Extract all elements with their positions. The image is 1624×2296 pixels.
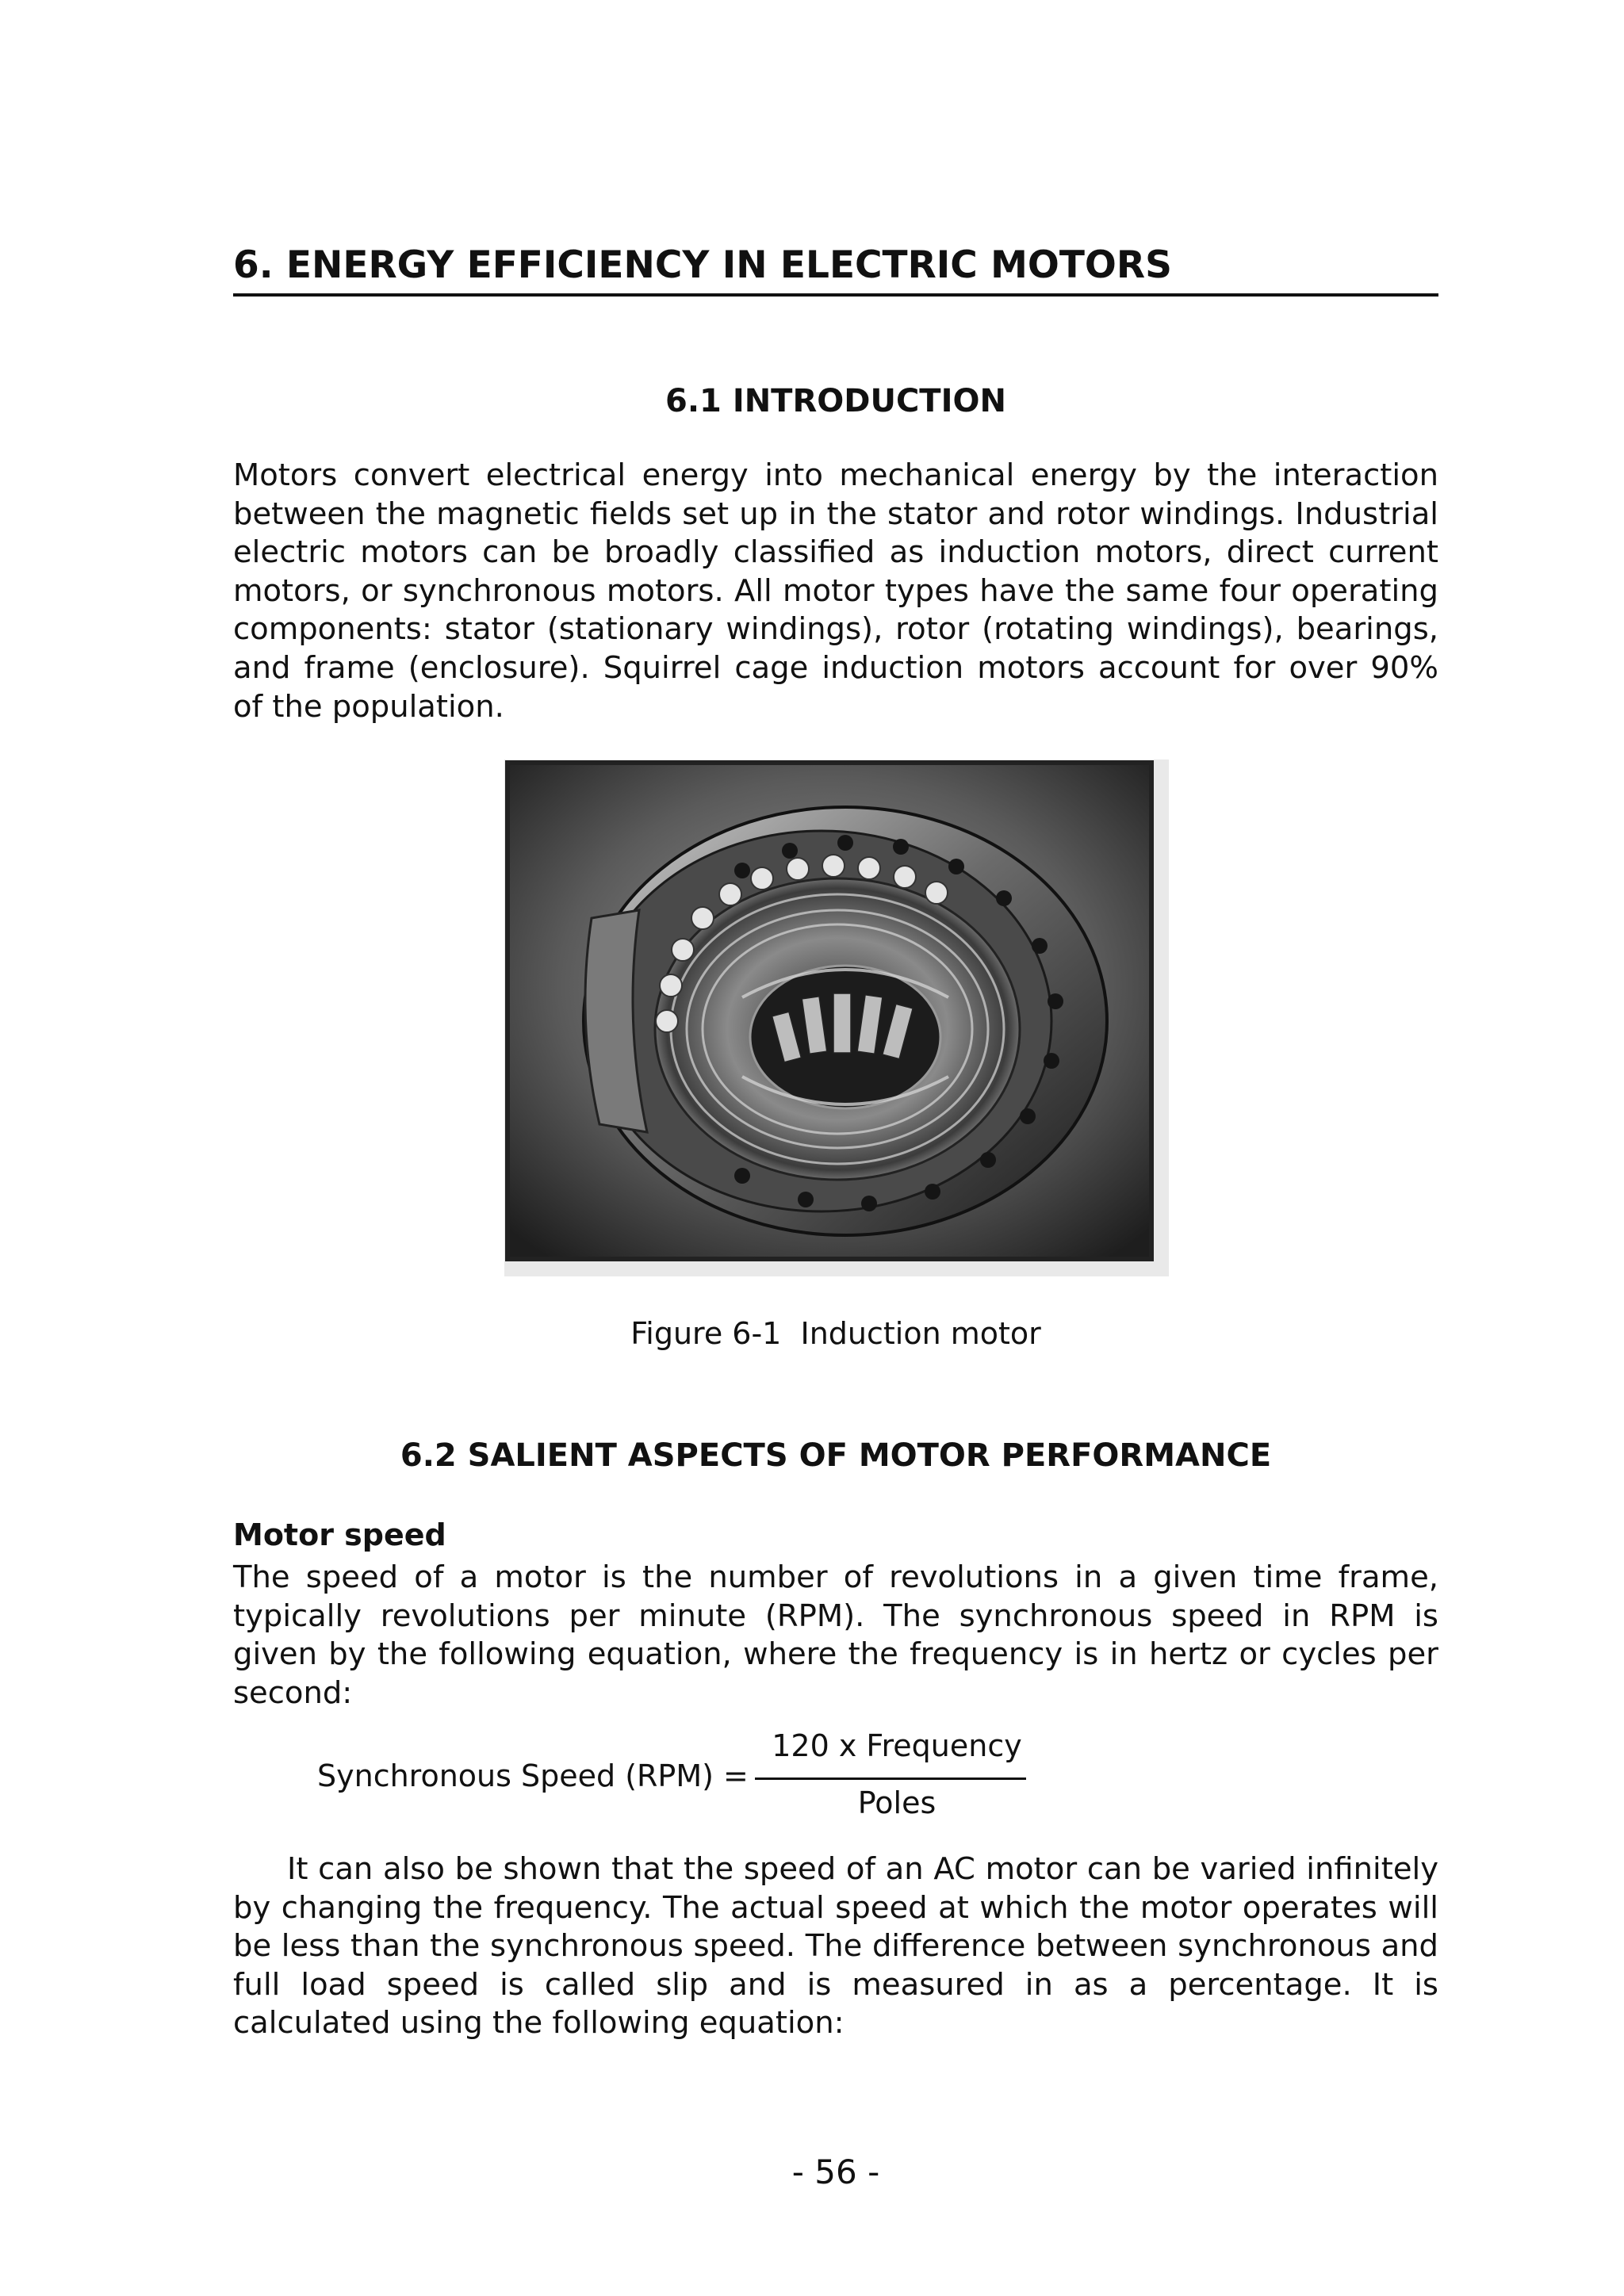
equation-numerator: 120 x Frequency bbox=[772, 1728, 1022, 1763]
equation-denominator: Poles bbox=[857, 1785, 936, 1820]
induction-motor-image bbox=[504, 760, 1169, 1276]
section-heading-introduction: 6.1 INTRODUCTION bbox=[665, 383, 1006, 419]
fraction-bar bbox=[755, 1777, 1026, 1780]
induction-motor-figure bbox=[504, 760, 1169, 1276]
figure-caption: Figure 6-1 Induction motor bbox=[630, 1316, 1041, 1351]
chapter-title: 6. ENERGY EFFICIENCY IN ELECTRIC MOTORS bbox=[233, 238, 1438, 297]
motor-speed-paragraph: The speed of a motor is the number of revolutions in a given time frame, typically revolutions per minute (RPM). The synchronous speed in RPM is given by the following equation, where the frequency is in hertz or cycles per second: bbox=[233, 1559, 1438, 1711]
slip-paragraph: It can also be shown that the speed of an AC motor can be varied infinitely by changing the frequency. The actual speed at which the motor operates will be less than the synchronous speed. The difference between synchronous and full load speed is called slip and is measured in as a percentage. It is calculated using the following equation: bbox=[233, 1851, 1438, 2042]
page-number: - 56 - bbox=[791, 2152, 880, 2191]
section-heading-salient-aspects: 6.2 SALIENT ASPECTS OF MOTOR PERFORMANCE bbox=[400, 1437, 1272, 1474]
equation-lhs: Synchronous Speed (RPM) = bbox=[317, 1758, 749, 1793]
introduction-paragraph: Motors convert electrical energy into mechanical energy by the interaction between the magnetic fields set up in the stator and rotor windings. Industrial electric motors can be broadly classified as induction motors, direct current motors, or synchronous motors. All motor types have the same four operating components: stator (stationary windings), rotor (rotating windings), bearings, and frame (enclosure). Squirrel cage induction motors account for over 90% of the population. bbox=[233, 457, 1438, 725]
subheading-motor-speed: Motor speed bbox=[233, 1517, 446, 1552]
synchronous-speed-equation bbox=[317, 1728, 1110, 1839]
